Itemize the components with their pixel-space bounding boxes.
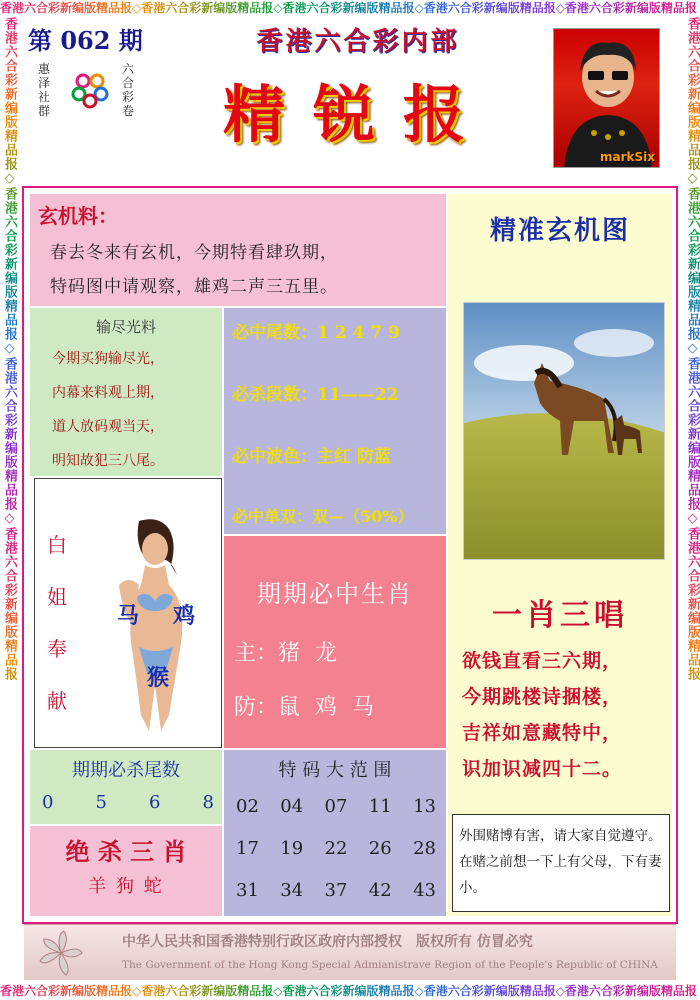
special-title: 特 码 大 范 围: [278, 760, 392, 781]
kill-zodiac-title: 绝 杀 三 肖: [65, 837, 187, 866]
issue-number: 第 062 期: [28, 26, 143, 55]
stat-color-label: 必中波色：: [232, 447, 317, 467]
riddle-label: 玄机料：: [38, 204, 118, 228]
top-border-text: 香港六合彩新编版精品报◇香港六合彩新编版精品报◇香港六合彩新编版精品报◇香港六合彩新编版精品报◇香港六合彩新编版精品报: [0, 0, 700, 16]
girl-overlay-right: 鸡: [173, 603, 196, 629]
special-number: 11: [368, 796, 392, 817]
poem-line-4: 明知故犯三八尾。: [52, 453, 164, 469]
stat-color: [232, 442, 391, 467]
special-number: 19: [280, 838, 304, 859]
poem-box: [30, 308, 222, 476]
special-number: 42: [368, 880, 392, 901]
poem-line-3: 道人放码观当天，: [52, 419, 164, 435]
horse-scene: [464, 303, 665, 560]
riddle-block: [30, 194, 446, 306]
stat-parity-label: 必中单双：: [232, 507, 313, 526]
portrait-figure: [554, 29, 660, 168]
stat-segment-label: 必杀段数：: [232, 385, 317, 405]
girl-overlay-bottom: 猴: [147, 665, 170, 691]
org-left: 惠泽社群: [38, 62, 51, 118]
special-number: 34: [280, 880, 304, 901]
stat-tail-value: 1 2 4 7 9: [317, 323, 400, 343]
marksix-badge: markSix: [600, 150, 655, 164]
kill-tail-number: 8: [202, 792, 214, 813]
girl-overlay-left: 马: [117, 603, 140, 629]
kill-tail-number: 6: [149, 792, 161, 813]
stat-color-value: 主红 防蓝: [317, 447, 391, 467]
special-number: 02: [236, 796, 259, 817]
right-panel-title: 精准玄机图: [489, 216, 630, 246]
right-panel: [448, 194, 672, 916]
special-number: 13: [413, 796, 436, 817]
special-number: 26: [368, 838, 392, 859]
zodiac-defend-value: 鼠 鸡 马: [278, 695, 379, 720]
zodiac-box: [224, 536, 446, 748]
girl-box: [34, 478, 222, 748]
horse-image: [463, 302, 665, 560]
host-photo: [553, 28, 660, 168]
stat-parity: [232, 504, 414, 527]
right-poem-title: 一肖三唱: [492, 598, 628, 633]
right-poem-line-1: 欲钱直看三六期，: [462, 650, 623, 672]
zodiac-main: [234, 636, 341, 667]
bottom-border-text: 香港六合彩新编版精品报◇香港六合彩新编版精品报◇香港六合彩新编版精品报◇香港六合彩新编版精品报◇香港六合彩新编版精品报: [0, 983, 700, 1000]
special-number: 31: [236, 880, 259, 901]
footer-en: The Government of the Hong Kong Special Admianistrave Region of the People's Republic of CHINA: [122, 959, 658, 971]
footer-cn: 中华人民共和国香港特别行政区政府内部授权 版权所有 仿冒必究: [122, 934, 533, 950]
special-row: [236, 838, 436, 859]
footer: [24, 924, 676, 980]
special-box: [224, 750, 446, 916]
poem-line-2: 内幕来料观上期，: [52, 385, 164, 401]
special-number: 07: [324, 796, 348, 817]
stat-parity-value: 双—（50%）: [312, 507, 414, 526]
poem-line-1: 今期买狗输尽光，: [52, 351, 164, 367]
zodiac-defend: [234, 690, 378, 721]
riddle-line-1: 春去冬来有玄机，今期特看肆玖期，: [50, 243, 338, 263]
riddle-line-2: 特码图中请观察，雄鸡二声三五里。: [50, 277, 338, 297]
header: [18, 17, 682, 182]
kill-tail-number: 5: [95, 792, 107, 813]
zodiac-main-label: 主：: [234, 641, 279, 666]
zodiac-main-value: 猪 龙: [278, 641, 342, 666]
special-number: 37: [324, 880, 348, 901]
special-row: [236, 880, 436, 901]
zodiac-title: 期期必中生肖: [257, 580, 413, 608]
special-number: 04: [280, 796, 304, 817]
kill-tail-numbers: [42, 792, 214, 813]
stat-segment-value: 11——22: [317, 385, 399, 405]
warning-text: 外围赌博有害，请大家自觉遵守。在赌之前想一下上有父母，下有妻小。: [459, 828, 662, 896]
special-row: [236, 796, 436, 817]
kill-zodiac-value: 羊 狗 蛇: [88, 876, 164, 897]
kill-zodiac-box: [30, 826, 222, 916]
right-poem-line-3: 吉祥如意藏特中，: [462, 722, 623, 744]
poem-title: 输尽光料: [95, 318, 156, 336]
bauhinia-emblem-icon: [36, 929, 86, 977]
org-right: 六合彩卷: [122, 62, 135, 118]
stat-segment: [232, 380, 398, 405]
stat-tail: [232, 318, 400, 343]
lottery-logo-icon: [70, 69, 110, 109]
warning-box: [452, 814, 670, 912]
girl-side-text: 白姐奉献: [47, 533, 67, 713]
kill-tail-number: 0: [42, 792, 54, 813]
top-title: 香港六合彩内部: [256, 27, 460, 57]
kill-tail-title: 期期必杀尾数: [72, 760, 180, 781]
stats-box: [224, 308, 446, 534]
stat-tail-label: 必中尾数：: [232, 323, 317, 343]
special-number: 28: [413, 838, 436, 859]
kill-tail-box: [30, 750, 222, 824]
right-poem-line-4: 识加识减四十二。: [462, 758, 623, 780]
special-number: 17: [236, 838, 259, 859]
right-poem-line-2: 今期跳楼诗捆楼，: [462, 686, 623, 708]
right-border-text: 香港六合彩新编版精品报◇香港六合彩新编版精品报◇香港六合彩新编版精品报◇香港六合彩新编版精品报: [683, 17, 700, 982]
special-number: 22: [324, 838, 348, 859]
zodiac-defend-label: 防：: [234, 695, 279, 720]
main-title: 精锐报: [222, 78, 493, 151]
left-border-text: 香港六合彩新编版精品报◇香港六合彩新编版精品报◇香港六合彩新编版精品报◇香港六合彩新编版精品报: [0, 17, 17, 982]
special-number: 43: [413, 880, 436, 901]
